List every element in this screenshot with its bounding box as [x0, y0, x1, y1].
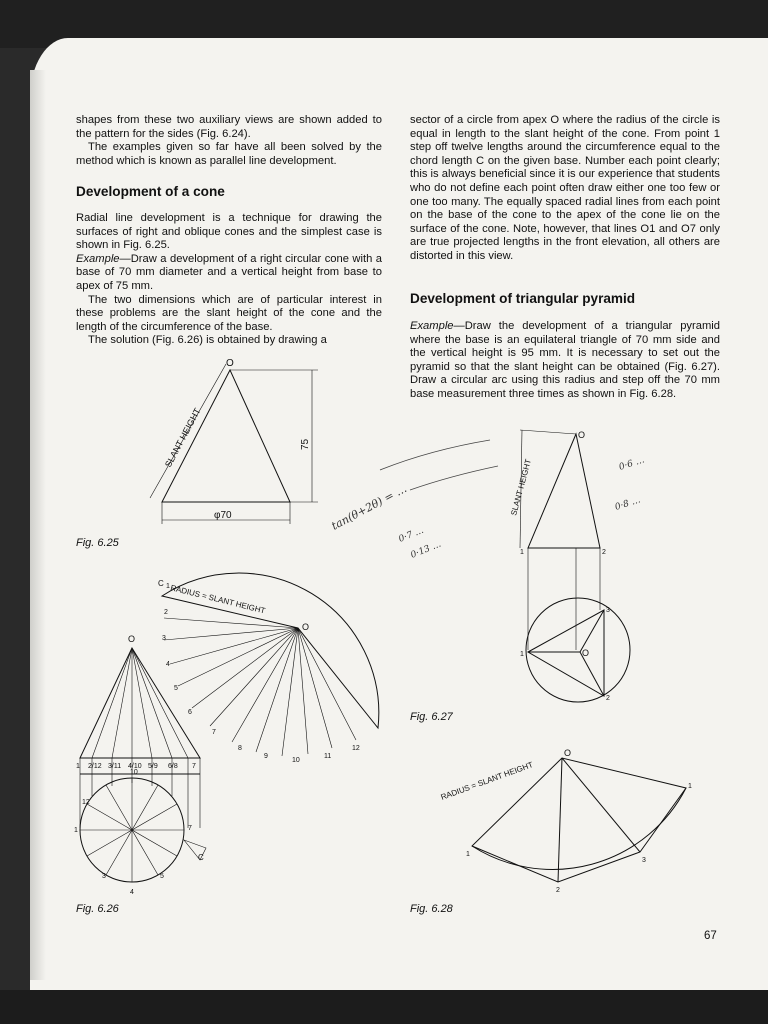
height-value-label: 75 [300, 438, 311, 450]
development-point-2: 2 [556, 887, 560, 894]
handwritten-note-2: 0·7 … [397, 525, 426, 545]
heading-development-of-cone: Development of a cone [76, 184, 225, 199]
slant-extension [520, 430, 576, 434]
left-column-body [76, 212, 382, 348]
pyramid-plan-point-1: 1 [520, 651, 524, 658]
development-point-3: 3 [642, 857, 646, 864]
pyramid-plan-circle [526, 598, 630, 702]
elev-point-3-11: 3/11 [108, 763, 122, 770]
pyramid-point-2: 2 [602, 549, 606, 556]
left-paragraph-4 [76, 253, 382, 294]
page-gutter-shadow [30, 70, 46, 980]
elev-point-5-9: 5/9 [148, 763, 158, 770]
handwritten-note-5: 0·8 … [613, 495, 642, 513]
sector-radials [164, 618, 356, 756]
pyramid-plan-triangle [528, 610, 604, 696]
left-paragraph-2: The examples given so far have all been solved by the method which is known as parallel line development. [76, 141, 382, 167]
pyramid-elevation [528, 434, 600, 548]
left-column-top [76, 114, 382, 168]
right-paragraph-2 [410, 320, 720, 402]
pyramid-plan-edges [528, 610, 604, 696]
handwritten-stroke-1 [380, 440, 490, 470]
pyramid-point-3: 3 [606, 607, 610, 614]
fig-6-26-caption: Fig. 6.26 [76, 903, 119, 915]
right-column-top [410, 114, 720, 264]
handwritten-stroke-2 [410, 466, 498, 490]
sector-point-8: 8 [238, 745, 242, 752]
elevation-apex-label: O [128, 634, 136, 644]
right-column-body [410, 320, 720, 402]
scan-bottom-band [0, 990, 768, 1024]
handwritten-note-4: 0·6 … [617, 455, 646, 473]
sector-point-10: 10 [292, 757, 300, 764]
left-paragraph-3: Radial line development is a technique for drawing the surfaces of right and oblique cones and the simplest case is shown in Fig. 6.25. [76, 212, 382, 252]
handwritten-note-1: tan(θ+2θ) = … [329, 482, 409, 533]
elev-point-6-8: 6/8 [168, 763, 178, 770]
plan-point-7: 7 [188, 825, 192, 832]
apex-label: O [226, 358, 234, 369]
fig-6-27-pyramid-drawing [500, 420, 720, 710]
plan-point-12: 12 [82, 799, 90, 806]
elev-point-4-10: 4/10 [128, 763, 142, 770]
sector-point-4: 4 [166, 661, 170, 668]
left-paragraph-6: The solution (Fig. 6.26) is obtained by drawing a [88, 334, 327, 347]
sector-apex-label: O [302, 622, 310, 632]
fig-6-25-caption: Fig. 6.25 [76, 537, 119, 549]
elev-point-7: 7 [192, 763, 196, 770]
fig-6-26-cone-development [70, 578, 400, 898]
page-number: 67 [704, 930, 717, 942]
plan-radials [80, 778, 184, 882]
sector-point-7: 7 [212, 729, 216, 736]
fig-6-28-pyramid-development [436, 748, 716, 898]
sector-point-1: 1 [166, 583, 170, 590]
plan-point-3: 3 [102, 873, 106, 880]
sector-point-11: 11 [324, 753, 332, 760]
left-paragraph-5: The two dimensions which are of particular interest in these problems are the slant height of the cone and the length of the circumference of the base. [76, 293, 382, 333]
right-paragraph-1: sector of a circle from apex O where the radius of the circle is equal in length to the slant height of the cone. From point 1 step off twelve lengths around the circumference equal to the chord length C on the given base. Number each point clearly; this is always beneficial since it is our experience that students who do not define each point often draw either one too few or one too many. The equally spaced radial lines from each point on the base of the cone to the apex of the cone lie on the surface of the cone. Note, however, that lines O1 and O7 only are true projected lengths in the front elevation, all others are distorted in this view. [410, 114, 720, 262]
fig-6-25-cone-drawing [140, 358, 340, 538]
plan-chord-label: C [198, 853, 204, 862]
heading-triangular-pyramid: Development of triangular pyramid [410, 291, 636, 306]
example-label: Example [76, 252, 120, 265]
plan-point-1: 1 [74, 827, 78, 834]
example-text-2: —Draw the development of a triangular pyramid where the base is an equilateral triangle of 70 mm side and the vertical height is 95 mm. It is necessary to set out the pyramid so that the slant height can be obtained (Fig. 6.27). Draw a circular arc using this radius and step off the 70 mm base measurement three times as shown in Fig. 6.28. [410, 320, 720, 400]
pyramid-apex-label: O [578, 430, 586, 440]
development-radius-label: RADIUS = SLANT HEIGHT [439, 760, 535, 802]
example-text: —Draw a development of a right circular cone with a base of 70 mm diameter and a vertical height from base to apex of 75 mm. [76, 252, 382, 292]
plan-point-10: 10 [130, 769, 138, 776]
sector-point-5: 5 [174, 685, 178, 692]
sector-chord-label: C [158, 579, 164, 588]
plan-point-5: 5 [160, 873, 164, 880]
fig-6-27-caption: Fig. 6.27 [410, 711, 453, 723]
sector-point-6: 6 [188, 709, 192, 716]
sector-point-3: 3 [162, 635, 166, 642]
sector-point-2: 2 [164, 609, 168, 616]
fig-6-28-caption: Fig. 6.28 [410, 903, 453, 915]
diameter-value-label: φ70 [214, 510, 232, 521]
pyramid-point-1: 1 [520, 549, 524, 556]
plan-point-4: 4 [130, 889, 134, 896]
example-label-2: Example [410, 320, 454, 332]
pyramid-slant-label: SLANT HEIGHT [509, 458, 533, 517]
elev-point-2-12: 2/12 [88, 763, 102, 770]
pyramid-plan-apex: O [582, 648, 590, 658]
sector-point-9: 9 [264, 753, 268, 760]
sector-point-12: 12 [352, 745, 360, 752]
slant-height-label: SLANT HEIGHT [162, 406, 203, 469]
development-point-1b: 1 [688, 783, 692, 790]
elev-point-1: 1 [76, 763, 80, 770]
radius-label: RADIUS = SLANT HEIGHT [169, 583, 267, 616]
development-apex-label: O [564, 748, 572, 758]
left-paragraph-1: shapes from these two auxiliary views are shown added to the pattern for the sides (Fig. 6.24). [76, 114, 382, 140]
handwritten-note-3: 0·13 … [409, 539, 443, 561]
pyramid-plan-point-2: 2 [606, 695, 610, 702]
development-point-1: 1 [466, 851, 470, 858]
